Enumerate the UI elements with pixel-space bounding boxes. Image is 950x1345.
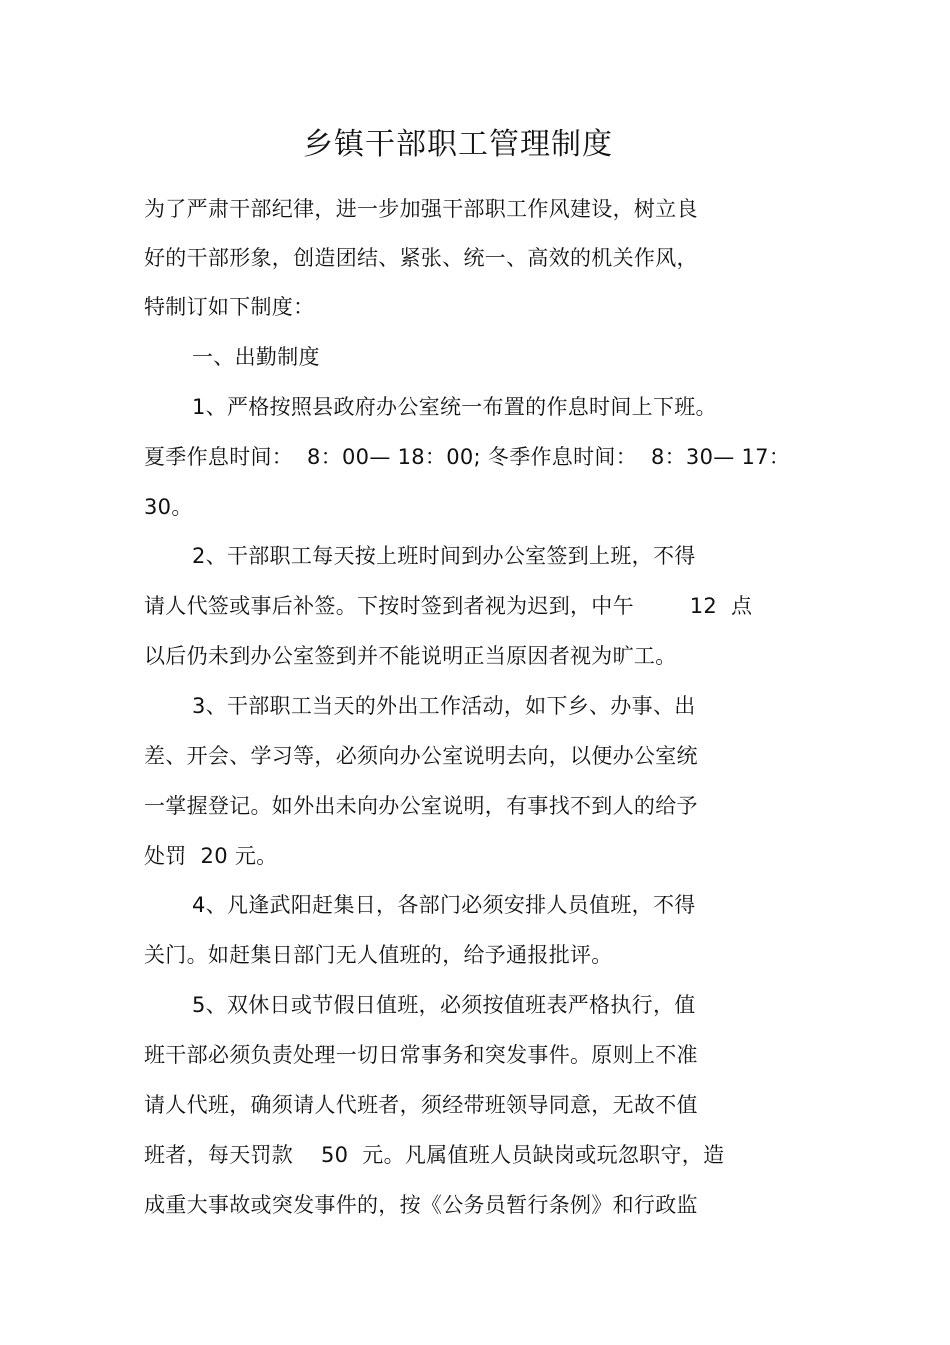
body-line-7: 30。 bbox=[144, 495, 193, 519]
document-title: 乡镇干部职工管理制度 bbox=[303, 127, 613, 162]
body-line-16: 关门。如赶集日部门无人值班的，给予通报批评。 bbox=[144, 943, 613, 967]
body-line-12: 差、开会、学习等，必须向办公室说明去向，以便办公室统 bbox=[144, 744, 698, 768]
body-line-8: 2、干部职工每天按上班时间到办公室签到上班，不得 bbox=[192, 544, 696, 568]
body-line-5: 1、严格按照县政府办公室统一布置的作息时间上下班。 bbox=[192, 395, 717, 419]
body-line-1: 为了严肃干部纪律，进一步加强干部职工作风建设，树立良 bbox=[144, 197, 698, 221]
body-line-18: 班干部必须负责处理一切日常事务和突发事件。原则上不准 bbox=[144, 1043, 698, 1067]
body-line-10: 以后仍未到办公室签到并不能说明正当原因者视为旷工。 bbox=[144, 644, 677, 668]
body-line-3: 特制订如下制度： bbox=[144, 295, 315, 319]
body-line-21: 成重大事故或突发事件的，按《公务员暂行条例》和行政监 bbox=[144, 1193, 698, 1217]
section-heading-attendance: 一、出勤制度 bbox=[192, 345, 320, 369]
body-line-14: 处罚 20 元。 bbox=[144, 844, 278, 868]
body-line-9: 请人代签或事后补签。下按时签到者视为迟到，中午 12 点 bbox=[144, 594, 753, 618]
body-line-15: 4、凡逢武阳赶集日，各部门必须安排人员值班，不得 bbox=[192, 893, 696, 917]
body-line-19: 请人代班，确须请人代班者，须经带班领导同意，无故不值 bbox=[144, 1093, 698, 1117]
body-line-13: 一掌握登记。如外出未向办公室说明，有事找不到人的给予 bbox=[144, 794, 698, 818]
body-line-6: 夏季作息时间： 8：00— 18：00; 冬季作息时间： 8：30— 17： bbox=[144, 445, 791, 469]
body-line-2: 好的干部形象，创造团结、紧张、统一、高效的机关作风， bbox=[144, 246, 698, 270]
body-line-17: 5、双休日或节假日值班，必须按值班表严格执行，值 bbox=[192, 993, 696, 1017]
body-line-11: 3、干部职工当天的外出工作活动，如下乡、办事、出 bbox=[192, 694, 696, 718]
body-line-20: 班者，每天罚款 50 元。凡属值班人员缺岗或玩忽职守，造 bbox=[144, 1143, 725, 1167]
